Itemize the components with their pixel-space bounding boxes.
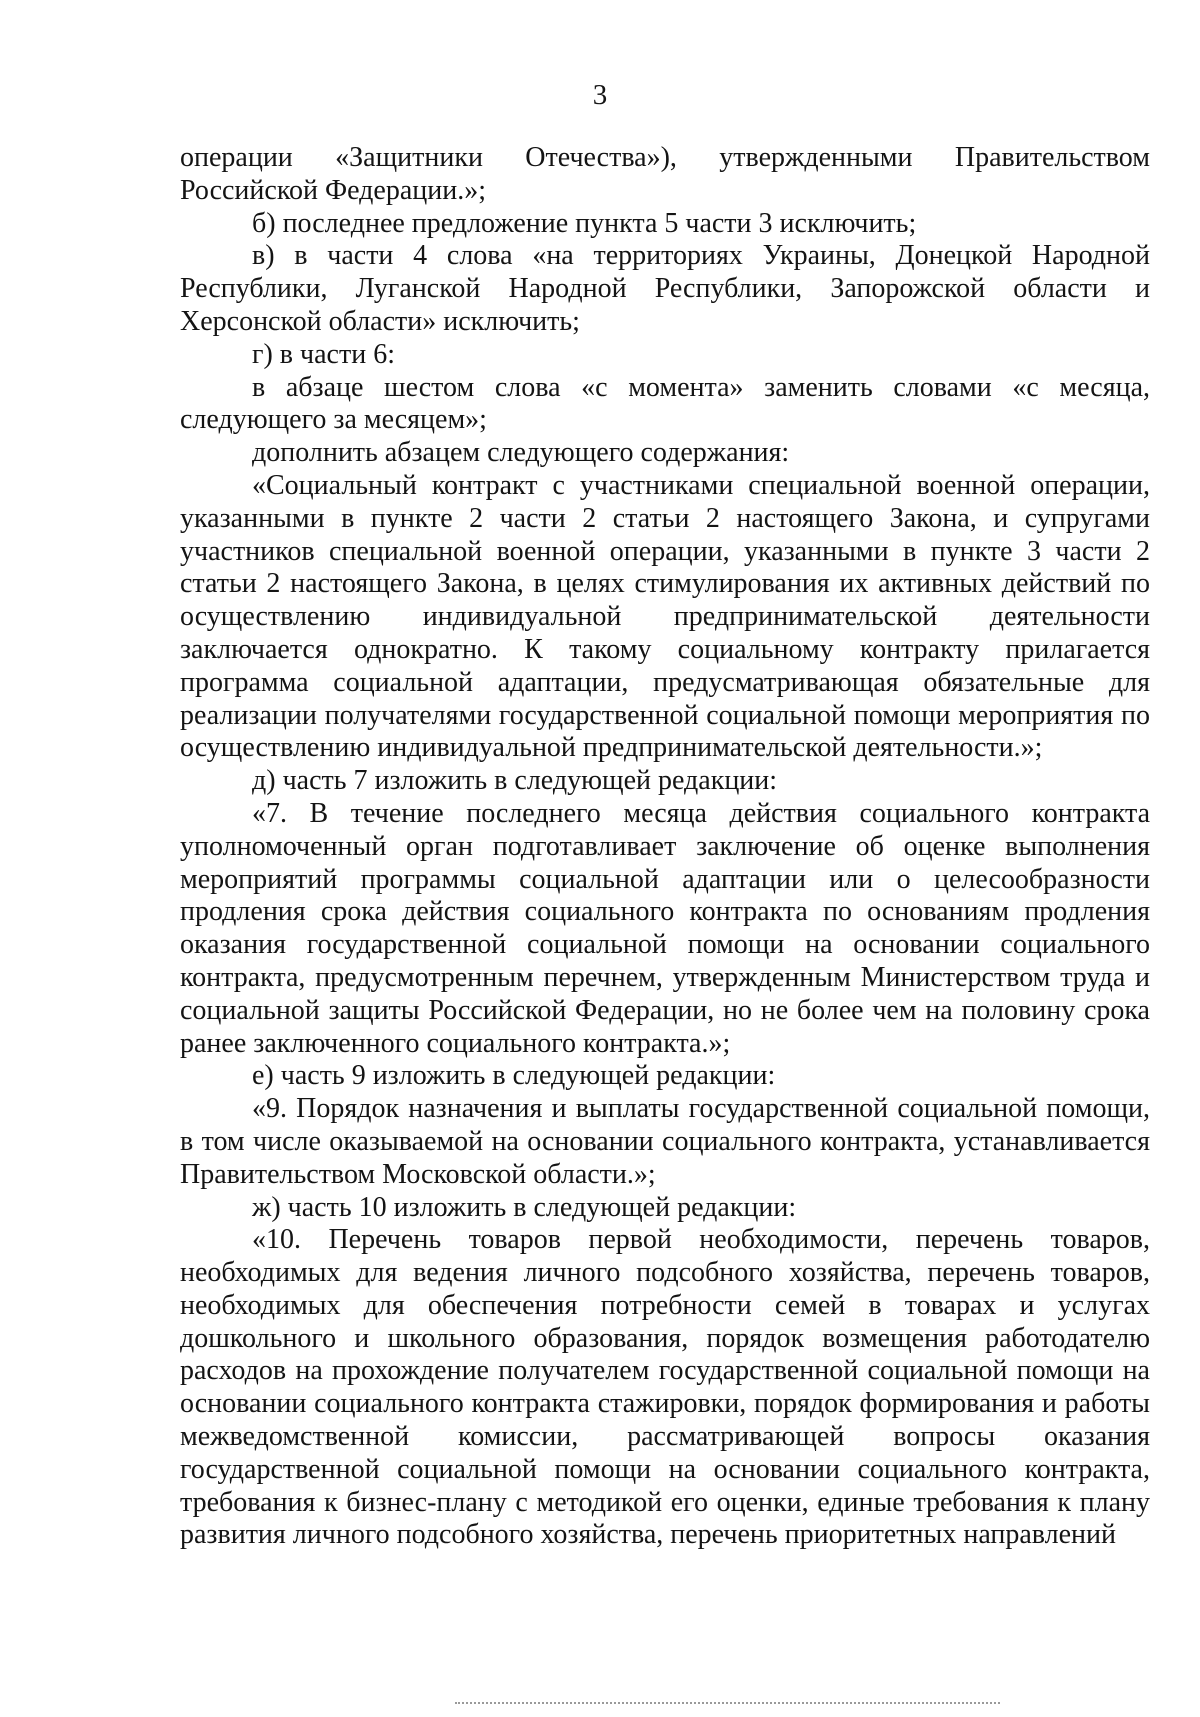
page-number: 3 (592, 79, 608, 111)
paragraph-quote-part-10: «10. Перечень товаров первой необходимости, перечень товаров, необходимых для ведения личного подсобного хозяйства, перечень товаров, необходимых для обеспечения потребности семей в товарах и услугах дошкольного и школьного образования, порядок возмещения работодателю расходов на прохождение получателем государственной социальной помощи на основании социального контракта стажировки, порядок формирования и работы межведомственной комиссии, рассматривающей вопросы оказания государственной социальной помощи на основании социального контракта, требования к бизнес-плану с методикой его оценки, единые требования к плану развития личного подсобного хозяйства, перечень приоритетных направлений (180, 1224, 1150, 1551)
paragraph-item-g: г) в части 6: (252, 338, 395, 370)
paragraph-item-d: д) часть 7 изложить в следующей редакции: (252, 765, 778, 797)
paragraph-quote-social-contract: «Социальный контракт с участниками специальной военной операции, указанными в пункте 2 части 2 статьи 2 настоящего Закона, и супругами участников специальной военной операции, указанными в пункте 3 части 2 статьи 2 настоящего Закона, в целях стимулирования их активных действий по осуществлению индивидуальной предпринимательской деятельности заключается однократно. К такому социальному контракту прилагается программа социальной адаптации, предусматривающая обязательные для реализации получателями государственной социальной помощи мероприятия по осуществлению индивидуальной предпринимательской деятельности.»; (180, 469, 1150, 764)
paragraph-item-v: в) в части 4 слова «на территориях Украины, Донецкой Народной Республики, Луганской Народной Республики, Запорожской области и Херсонской области» исключить; (180, 240, 1150, 337)
paragraph-item-g-sub2: дополнить абзацем следующего содержания: (252, 437, 790, 469)
document-body (180, 142, 1150, 1552)
paragraph-continuation: операции «Защитники Отечества»), утвержденными Правительством Российской Федерации.»; (180, 142, 1150, 206)
paragraph-item-zh: ж) часть 10 изложить в следующей редакции: (252, 1191, 797, 1223)
paragraph-item-e: е) часть 9 изложить в следующей редакции: (252, 1060, 776, 1092)
paragraph-quote-part-7: «7. В течение последнего месяца действия социального контракта уполномоченный орган подготавливает заключение об оценке выполнения мероприятий программы социальной адаптации или о целесообразности продления срока действия социального контракта по основаниям продления оказания государственной социальной помощи на основании социального контракта, предусмотренным перечнем, утвержденным Министерством труда и социальной защиты Российской Федерации, но не более чем на половину срока ранее заключенного социального контракта.»; (180, 797, 1150, 1059)
paragraph-item-b: б) последнее предложение пункта 5 части 3 исключить; (252, 207, 917, 239)
paragraph-quote-part-9: «9. Порядок назначения и выплаты государственной социальной помощи, в том числе оказываемой на основании социального контракта, устанавливается Правительством Московской области.»; (180, 1093, 1150, 1190)
paragraph-item-g-sub1: в абзаце шестом слова «с момента» заменить словами «с месяца, следующего за месяцем»; (180, 371, 1150, 436)
scan-edge-dots (455, 1702, 1000, 1704)
